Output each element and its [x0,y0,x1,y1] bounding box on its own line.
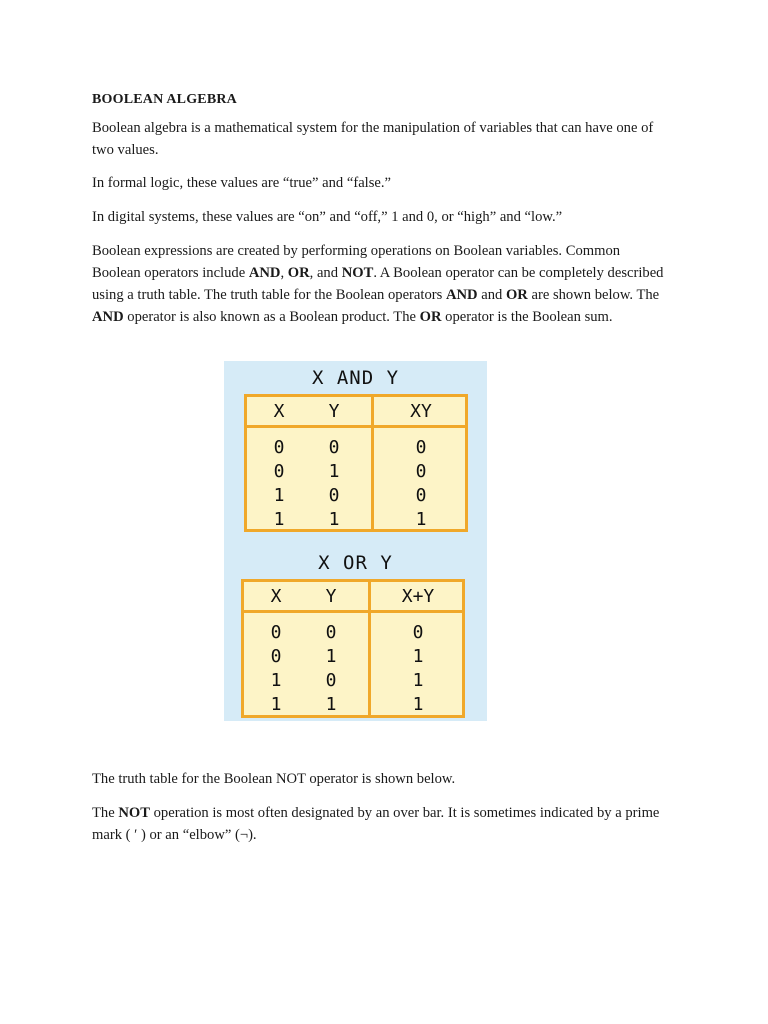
column-divider [371,397,374,529]
text-run: and [477,287,506,303]
table-cell: 1 [412,646,424,667]
text-run: The [92,805,119,821]
header-cell-result: X+Y [401,586,435,607]
table-cell: 0 [412,622,424,643]
table-cell: 1 [328,509,340,530]
header-cell-x: X [273,401,285,422]
table-cell: 0 [270,646,282,667]
paragraph-definition: Boolean algebra is a mathematical system for the manipulation of variables that can have one of two values. [92,120,654,158]
text-run: . A Boolean operator can be completely described using a truth table. The truth table for the Boolean operators [92,265,664,303]
table-cell: 0 [273,437,285,458]
bold-term-or: OR [419,309,442,325]
text-run: , [280,265,288,281]
header-cell-x: X [270,586,282,607]
table-cell: 1 [325,646,337,667]
bold-term-or: OR [287,265,310,281]
table-cell: 1 [412,694,424,715]
bold-term-and: AND [445,287,478,303]
or-truth-table [241,579,465,718]
or-table-title: X OR Y [318,552,393,574]
paragraph-boolean-operators [92,240,672,328]
table-cell: 1 [415,509,427,530]
text-run: operator is also known as a Boolean product. The [123,309,420,325]
paragraph-digital-systems: In digital systems, these values are “on” and “off,” 1 and 0, or “high” and “low.” [92,209,563,225]
bold-term-and: AND [92,309,124,325]
table-cell: 0 [415,485,427,506]
table-cell: 1 [270,694,282,715]
truth-tables-figure [224,361,487,721]
table-cell: 0 [415,461,427,482]
table-cell: 1 [270,670,282,691]
table-cell: 0 [328,437,340,458]
paragraph-not-notation [92,802,672,846]
bold-term-not: NOT [118,805,150,821]
text-run: are shown below. The [527,287,660,303]
bold-term-and: AND [248,265,281,281]
table-cell: 0 [325,622,337,643]
header-cell-y: Y [328,401,340,422]
table-cell: 0 [415,437,427,458]
document-heading: BOOLEAN ALGEBRA [92,92,237,107]
and-truth-table [244,394,468,532]
paragraph-formal-logic: In formal logic, these values are “true” and “false.” [92,175,392,191]
table-cell: 0 [328,485,340,506]
paragraph-not-intro: The truth table for the Boolean NOT operator is shown below. [92,771,456,787]
and-table-title: X AND Y [311,367,400,389]
bold-term-not: NOT [341,265,374,281]
table-cell: 0 [270,622,282,643]
table-cell: 1 [273,485,285,506]
table-cell: 1 [328,461,340,482]
table-cell: 0 [325,670,337,691]
text-run: Boolean expressions are created by performing operations on Boolean variables. Common Boolean operators include [92,243,621,281]
header-cell-y: Y [325,586,337,607]
text-run: operator is the Boolean sum. [441,309,613,325]
text-run: operation is most often designated by an over bar. It is sometimes indicated by a prime mark ( ′ ) or an “elbow” (¬). [92,805,660,843]
column-divider [368,582,371,715]
table-cell: 0 [273,461,285,482]
table-cell: 1 [412,670,424,691]
header-cell-result: XY [410,401,432,422]
text-run: , and [309,265,342,281]
table-cell: 1 [273,509,285,530]
table-cell: 1 [325,694,337,715]
bold-term-or: OR [505,287,528,303]
